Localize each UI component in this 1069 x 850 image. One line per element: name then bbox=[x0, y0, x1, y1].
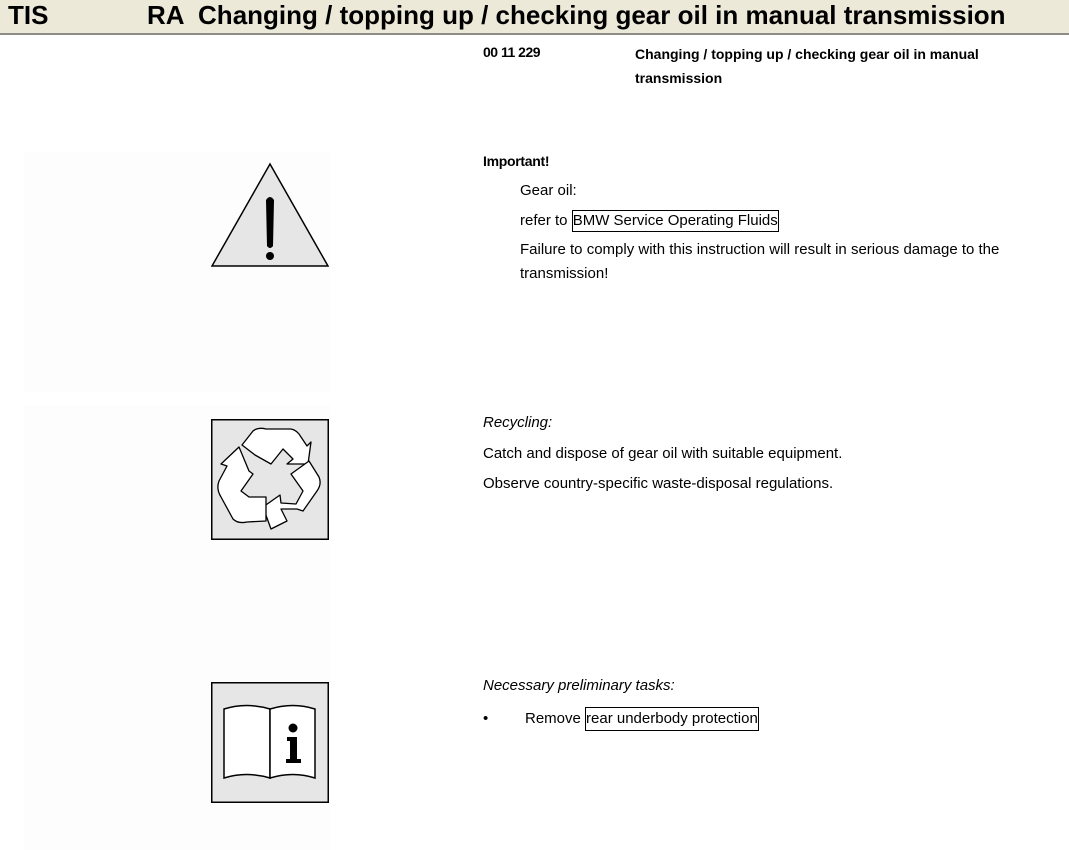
warning-triangle-icon bbox=[211, 160, 329, 270]
gear-oil-label: Gear oil: bbox=[520, 182, 577, 199]
warning-text: Failure to comply with this instruction will result in serious damage to the transmission! bbox=[520, 241, 1000, 282]
title-bar bbox=[0, 0, 1069, 35]
refer-line bbox=[483, 206, 1043, 236]
recycling-icon bbox=[211, 419, 329, 539]
recycling-line-2: Observe country-specific waste-disposal regulations. bbox=[483, 475, 834, 492]
recycling-line-1: Catch and dispose of gear oil with suitable equipment. bbox=[483, 445, 843, 462]
preliminary-label: Necessary preliminary tasks: bbox=[483, 677, 675, 694]
recycling-label: Recycling: bbox=[483, 414, 553, 431]
important-section bbox=[483, 146, 1043, 286]
rear-underbody-protection-link[interactable]: rear underbody protection bbox=[585, 707, 759, 731]
page-title: RA Changing / topping up / checking gear oil in manual transmission bbox=[147, 0, 1006, 30]
task-item bbox=[483, 704, 1043, 734]
task-prefix: Remove bbox=[525, 710, 586, 727]
preliminary-section bbox=[483, 671, 1043, 734]
document-number: 00 11 229 bbox=[483, 44, 541, 60]
important-label: Important! bbox=[483, 153, 550, 169]
operating-fluids-link[interactable]: BMW Service Operating Fluids bbox=[572, 210, 779, 232]
app-name: TIS bbox=[8, 0, 49, 30]
bullet: • bbox=[483, 710, 489, 727]
info-book-icon bbox=[211, 682, 329, 802]
refer-prefix: refer to bbox=[520, 212, 572, 229]
recycling-section bbox=[483, 408, 1043, 499]
document-title: Changing / topping up / checking gear oil in manual transmission bbox=[635, 46, 979, 86]
